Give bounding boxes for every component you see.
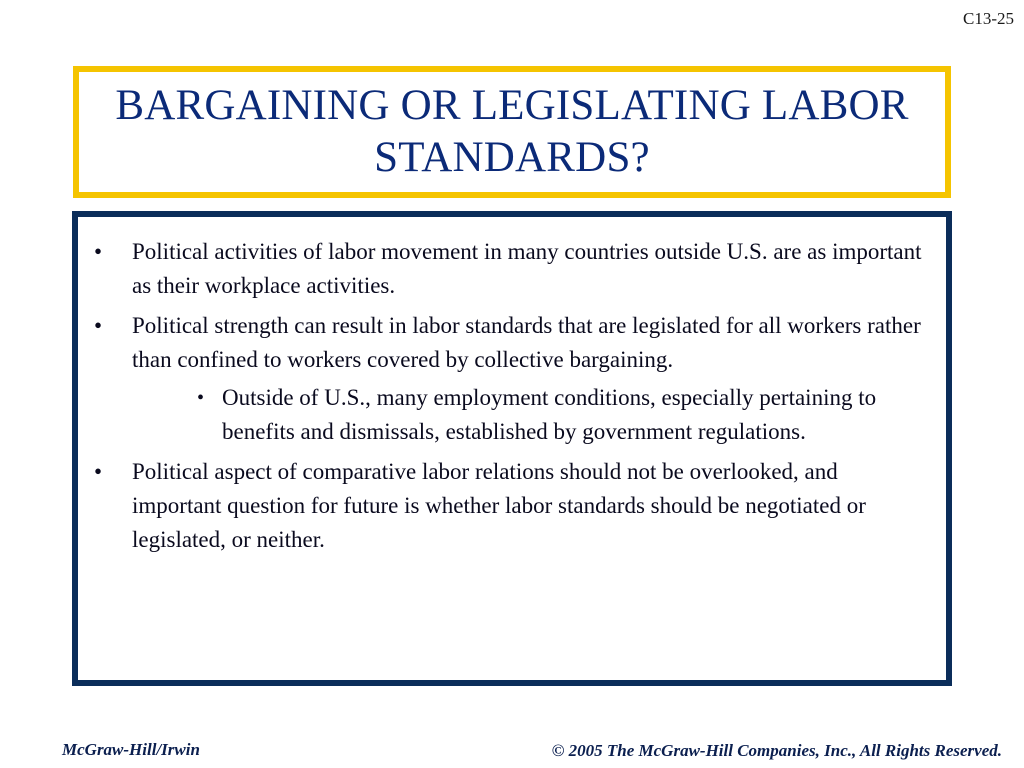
title-box	[73, 66, 951, 198]
content-box	[72, 211, 952, 686]
sub-bullet-list	[132, 381, 932, 449]
sub-bullet-marker-icon: •	[197, 387, 205, 409]
bullet-list	[92, 235, 932, 557]
bullet-text: Political activities of labor movement in many countries outside U.S. are as important as their workplace activities.	[132, 239, 922, 298]
bullet-item	[92, 235, 932, 303]
bullet-marker-icon: •	[94, 313, 103, 338]
slide-title	[115, 80, 908, 183]
bullet-item	[92, 309, 932, 449]
sub-bullet-item	[172, 381, 932, 449]
bullet-text: Political strength can result in labor standards that are legislated for all workers rather than confined to workers covered by collective bargaining.	[132, 313, 921, 372]
slide-title-line-2: STANDARDS?	[374, 134, 650, 181]
slide-number: C13-25	[963, 9, 1014, 28]
bullet-marker-icon: •	[94, 239, 103, 264]
sub-bullet-text: Outside of U.S., many employment conditions, especially pertaining to benefits and dismissals, established by government regulations.	[222, 385, 877, 444]
footer-copyright: © 2005 The McGraw-Hill Companies, Inc., All Rights Reserved.	[551, 741, 1002, 760]
bullet-item	[92, 455, 932, 557]
bullet-marker-icon: •	[94, 459, 103, 484]
slide-title-line-1: BARGAINING OR LEGISLATING LABOR	[115, 82, 909, 130]
bullet-text: Political aspect of comparative labor relations should not be overlooked, and important question for future is whether labor standards should be negotiated or legislated, or neither.	[132, 459, 866, 552]
footer-publisher: McGraw-Hill/Irwin	[62, 740, 200, 759]
